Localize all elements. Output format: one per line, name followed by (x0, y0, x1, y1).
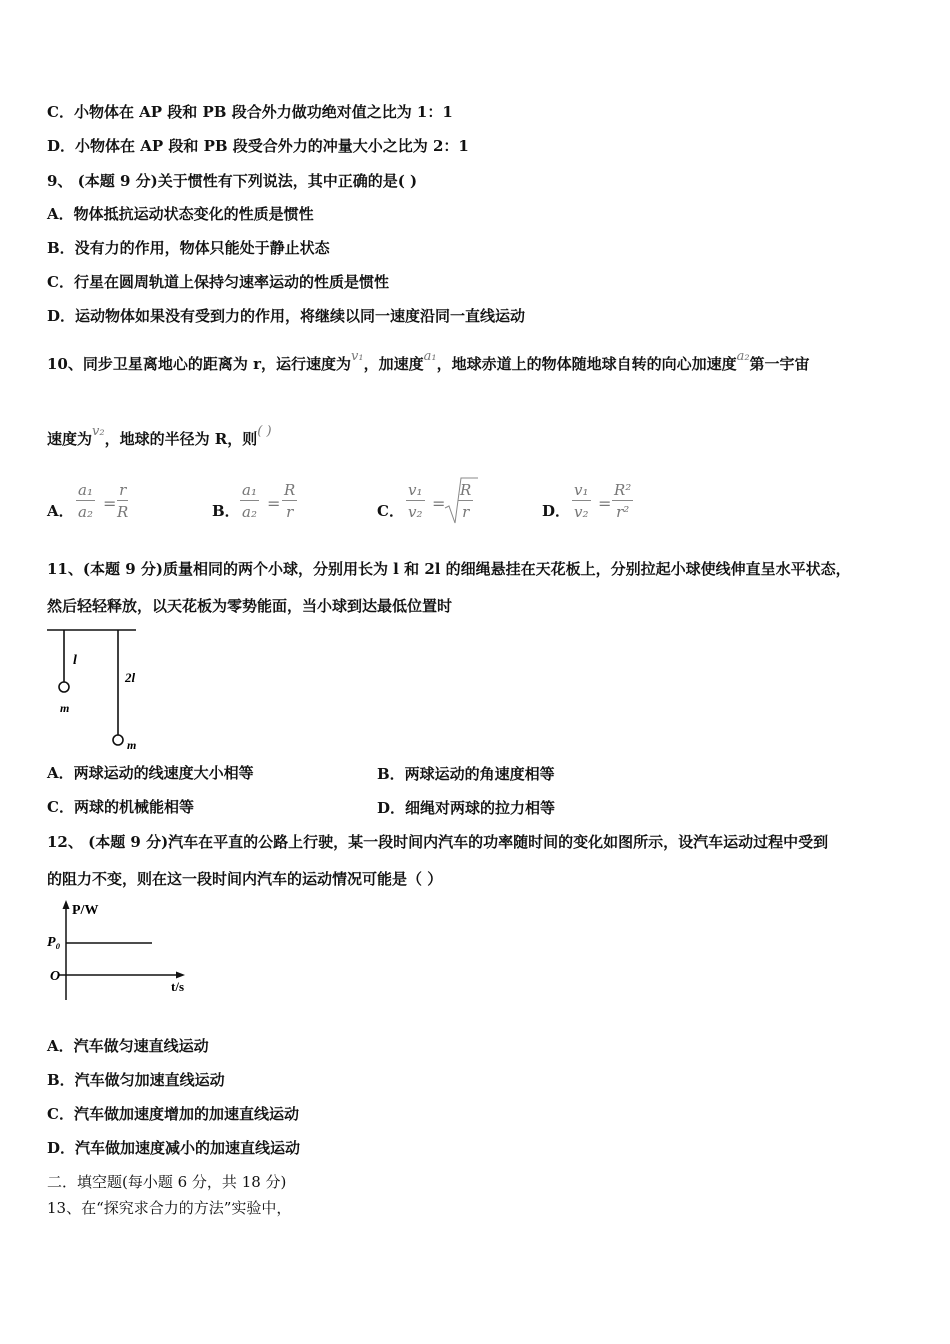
origin-label: O (50, 969, 61, 984)
q10-option-a-den: a₂ (78, 503, 93, 521)
label-2l: 2l (125, 670, 136, 685)
q10-stem-part2: ，加速度 (363, 355, 424, 373)
q9-option-c: C．行星在圆周轨道上保持匀速率运动的性质是惯性 (47, 273, 389, 291)
q9-option-d: D．运动物体如果没有受到力的作用，将继续以同一速度沿同一直线运动 (47, 307, 526, 325)
q10-option-d-label: D． (542, 502, 571, 520)
q10-option-c-rhs (458, 480, 473, 523)
q10-v1: v₁ (351, 349, 364, 364)
q10-option-a-lhs (76, 480, 95, 523)
q12-stem-line1: 12、 (本题 9 分)汽车在平直的公路上行驶，某一段时间内汽车的功率随时间的变化如图所示，设汽车运动过程中受到 (47, 833, 829, 851)
q10-stem-part1: 10、同步卫星离地心的距离为 r，运行速度为 (47, 355, 352, 373)
q11-option-d: D．细绳对两球的拉力相等 (377, 799, 556, 817)
q10-option-a-rhs (117, 480, 128, 523)
q10-option-b-den: a₂ (242, 503, 257, 521)
q11-pendulum-figure (44, 622, 154, 752)
q11-stem-line1: 11、(本题 9 分)质量相同的两个小球，分别用长为 l 和 2l 的细绳悬挂在天花板上，分别拉起小球使线伸直呈水平状态， (47, 560, 851, 578)
label-mass-2: m (127, 738, 137, 752)
y-axis-arrow-icon (63, 900, 70, 909)
q12-power-time-graph (44, 896, 204, 1006)
q10-option-d-rhs-num: R² (614, 481, 632, 499)
q10-option-c-num: v₁ (408, 481, 423, 499)
label-mass-1: m (60, 701, 70, 715)
y-axis-label: P/W (72, 903, 99, 918)
q12-option-d: D．汽车做加速度减小的加速直线运动 (47, 1139, 301, 1157)
q10-option-b-rhs (282, 480, 297, 523)
q9-stem: 9、 (本题 9 分)关于惯性有下列说法，其中正确的是( ) (47, 172, 418, 190)
q12-option-a: A．汽车做匀速直线运动 (47, 1037, 209, 1055)
q10-option-d-rhs (612, 480, 633, 523)
q11-option-b: B．两球运动的角速度相等 (377, 765, 555, 783)
q10-option-b-label: B． (212, 502, 240, 520)
q11-stem-line2: 然后轻轻释放，以天花板为零势能面，当小球到达最低位置时 (47, 597, 453, 615)
q10-a2: a₂ (736, 349, 750, 364)
q10-option-d-den: v₂ (574, 503, 589, 521)
q10-stem2-part1: 速度为 (47, 430, 93, 448)
q10-option-b-rhs-den: r (286, 503, 294, 521)
q10-option-a-label: A． (47, 502, 74, 520)
q9-option-a: A．物体抵抗运动状态变化的性质是惯性 (47, 205, 314, 223)
ball-1 (59, 682, 69, 692)
q10-stem2-part2: ，地球的半径为 R，则 (104, 430, 258, 448)
q10-option-a-rhs-num: r (117, 480, 128, 501)
x-axis-arrow-icon (176, 972, 185, 979)
q10-stem-line1 (47, 349, 810, 376)
q10-stem-line2 (47, 424, 272, 451)
p0-label: P₀ (47, 935, 61, 950)
q9-option-b: B．没有力的作用，物体只能处于静止状态 (47, 239, 330, 257)
q10-option-a-rhs-den: R (117, 503, 129, 521)
q10-option-c-rhs-den: r (462, 503, 470, 521)
q8-option-d: D．小物体在 AP 段和 PB 段受合外力的冲量大小之比为 2：1 (47, 137, 469, 155)
label-l: l (73, 653, 77, 668)
q10-option-d-num: v₁ (574, 481, 589, 499)
q10-answer-blank: ( ) (257, 424, 272, 439)
q12-stem-line2: 的阻力不变，则在这一段时间内汽车的运动情况可能是（ ） (47, 870, 443, 888)
q10-option-b-num: a₁ (242, 481, 257, 499)
q11-option-a: A．两球运动的线速度大小相等 (47, 764, 254, 782)
q10-option-a-num: a₁ (78, 481, 93, 499)
q10-v2: v₂ (92, 424, 105, 439)
q12-option-c: C．汽车做加速度增加的加速直线运动 (47, 1105, 299, 1123)
q10-option-b-rhs-num: R (284, 481, 296, 499)
q10-stem-part4: 第一宇宙 (749, 355, 810, 373)
q13-stem: 13、在“探究求合力的方法”实验中， (47, 1199, 292, 1217)
q10-stem-part3: ，地球赤道上的物体随地球自转的向心加速度 (436, 355, 737, 373)
q11-option-c: C．两球的机械能相等 (47, 798, 194, 816)
q10-option-c-den: v₂ (408, 503, 423, 521)
q8-option-c: C．小物体在 AP 段和 PB 段合外力做功绝对值之比为 1：1 (47, 103, 453, 121)
q10-option-d-lhs (572, 480, 591, 523)
x-axis-label: t/s (171, 979, 184, 994)
q12-option-b: B．汽车做匀加速直线运动 (47, 1071, 225, 1089)
q10-a1: a₁ (423, 349, 437, 364)
section-2-heading: 二．填空题(每小题 6 分，共 18 分) (47, 1173, 287, 1191)
ball-2 (113, 735, 123, 745)
q10-option-c-rhs-num: R (460, 481, 472, 499)
q10-option-c-label: C． (377, 502, 404, 520)
q10-option-b-lhs (240, 480, 259, 523)
q10-option-c-lhs (406, 480, 425, 523)
q10-option-d-rhs-den: r² (616, 503, 630, 521)
